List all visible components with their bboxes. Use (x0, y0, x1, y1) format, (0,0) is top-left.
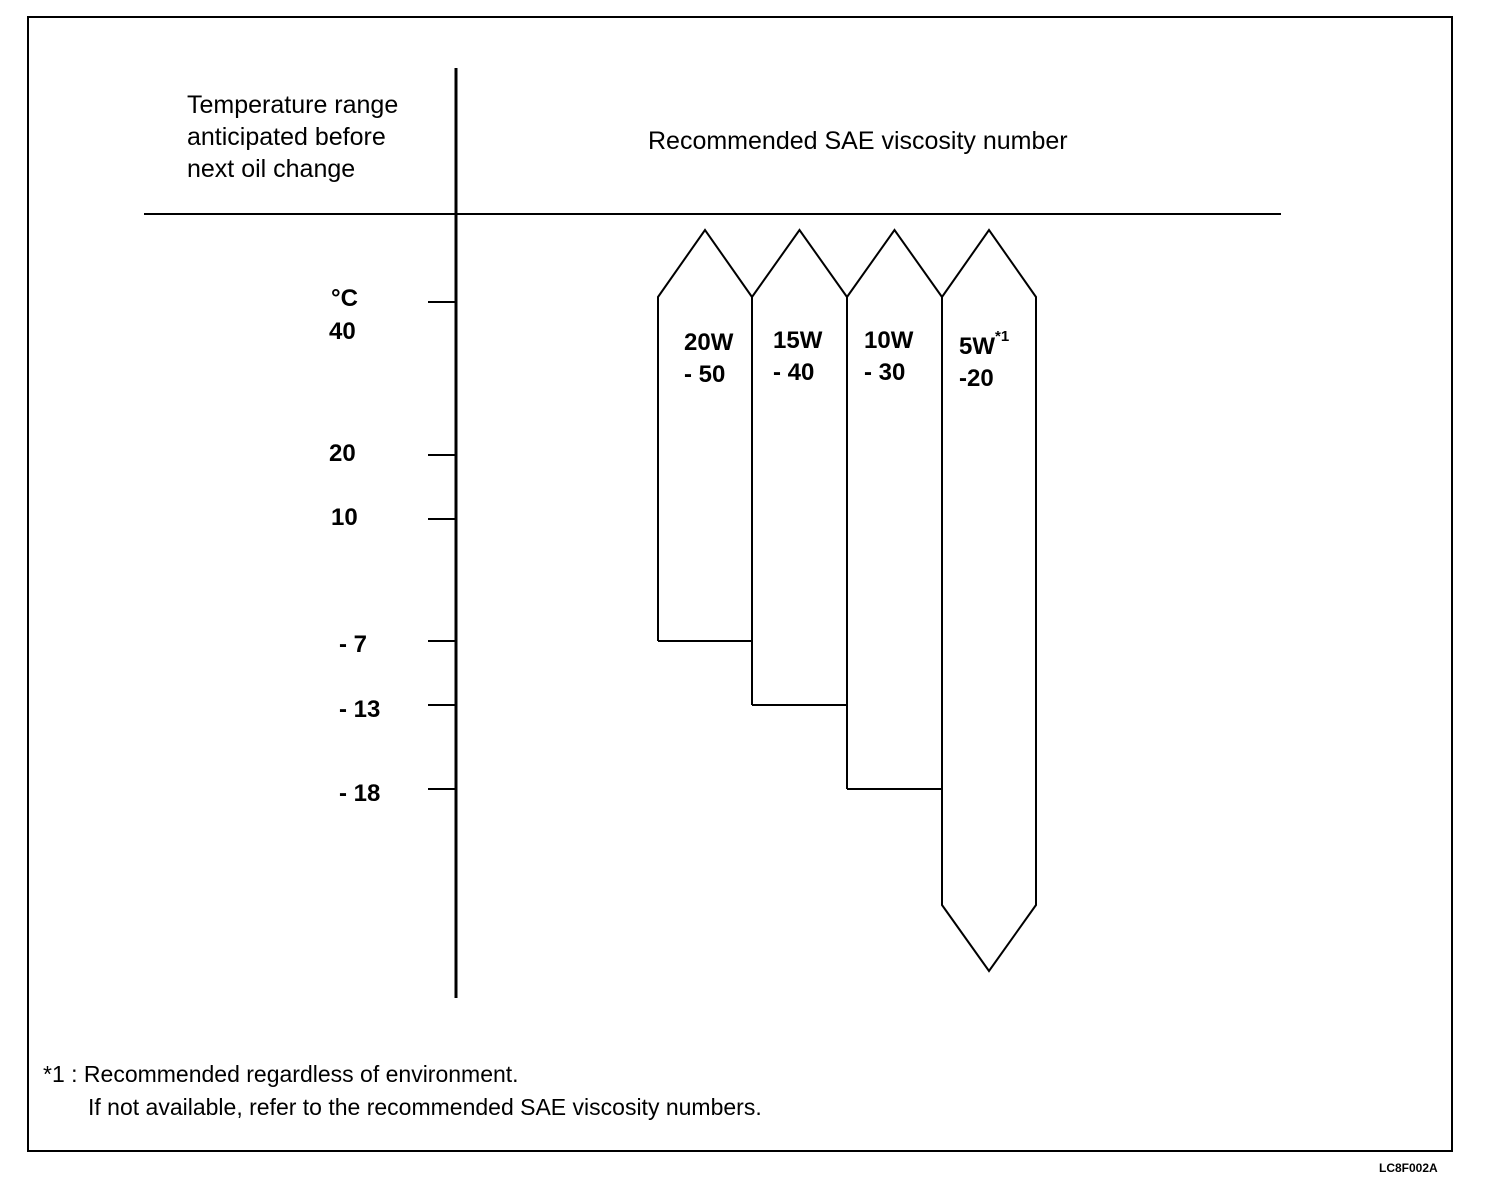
tick-label-minus-13: - 13 (339, 696, 381, 723)
tick-label-20: 20 (329, 440, 356, 467)
grade-label-20w-50 (684, 327, 733, 391)
tick-label-40: 40 (329, 318, 356, 345)
tick-label-minus-18: - 18 (339, 780, 381, 807)
viscosity-header: Recommended SAE viscosity number (648, 127, 1068, 155)
grade-5w-text: 5W (959, 333, 995, 360)
header-left-line-1: Temperature range (187, 91, 399, 119)
footnote-line-2: If not available, refer to the recommended SAE viscosity numbers. (88, 1094, 762, 1120)
axis-unit-label: °C (331, 285, 358, 312)
header-left-line-3: next oil change (187, 155, 356, 183)
figure-code: LC8F002A (1379, 1161, 1438, 1175)
tick-label-minus-7: - 7 (339, 631, 368, 658)
axis-ticks (428, 302, 456, 789)
tick-label-10: 10 (331, 504, 358, 531)
grade-line1: 15W (773, 327, 823, 354)
grade-line2: - 40 (773, 359, 815, 386)
grade-arrow-1 (752, 230, 847, 705)
header-left-line-2: anticipated before (187, 123, 386, 151)
grade-line2: -20 (959, 365, 994, 392)
grade-arrow-0 (658, 230, 752, 641)
grade-line1: 10W (864, 327, 914, 354)
temperature-range-header (187, 89, 398, 185)
grade-label-5w-20 (959, 325, 1009, 395)
grade-line1: 20W (684, 329, 734, 356)
grade-line2: - 30 (864, 359, 906, 386)
footnote-line-1: *1 : Recommended regardless of environment. (43, 1061, 519, 1087)
grade-line2: - 50 (684, 361, 726, 388)
grade-line1 (959, 325, 1009, 363)
grade-arrow-2 (847, 230, 942, 789)
footnote-marker: *1 (995, 328, 1010, 345)
grade-label-15w-40 (773, 325, 822, 389)
grade-label-10w-30 (864, 325, 913, 389)
